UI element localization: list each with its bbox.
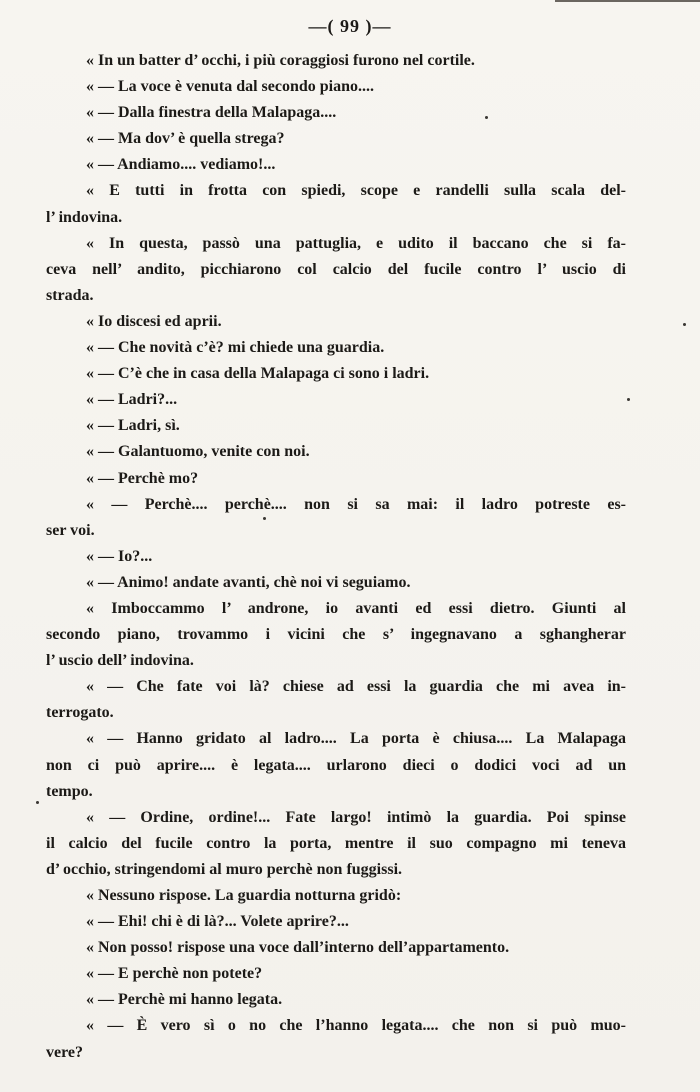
text-line: « — Hanno gridato al ladro.... La porta è chiusa.... La Malapaga <box>86 730 626 748</box>
text-line: « — Che novità c’è? mi chiede una guardia. <box>86 339 385 357</box>
text-line: « — Andiamo.... vediamo!... <box>86 156 276 174</box>
text-line: « E tutti in frotta con spiedi, scope e randelli sulla scala del- <box>86 182 626 200</box>
text-line: « — È vero sì o no che l’hanno legata.... che non si può muo- <box>86 1017 626 1035</box>
text-line: « — Dalla finestra della Malapaga.... <box>86 104 337 122</box>
text-line: « — Perchè mo? <box>86 469 199 487</box>
ink-speck <box>263 517 266 520</box>
text-line: « — Perchè mi hanno legata. <box>86 991 283 1009</box>
text-line: « Non posso! rispose una voce dall’interno dell’appartamento. <box>86 939 510 957</box>
text-line: strada. <box>46 286 94 304</box>
text-line: « — Animo! andate avanti, chè noi vi seguiamo. <box>86 573 411 591</box>
text-line: « — Galantuomo, venite con noi. <box>86 443 310 461</box>
text-line: vere? <box>46 1043 84 1061</box>
text-line: « — Perchè.... perchè.... non si sa mai: il ladro potreste es- <box>86 495 626 513</box>
text-line: « Nessuno rispose. La guardia notturna gridò: <box>86 887 402 904</box>
text-line: tempo. <box>46 782 93 800</box>
text-line: « — Io?... <box>86 547 153 565</box>
text-line: « — Ehi! chi è di là?... Volete aprire?... <box>86 913 349 931</box>
text-line: il calcio del fucile contro la porta, mentre il suo compagno mi teneva <box>46 834 626 852</box>
ink-speck <box>485 116 488 119</box>
text-line: non ci può aprire.... è legata.... urlarono dieci o dodici voci ad un <box>46 756 626 774</box>
ink-speck <box>627 398 630 401</box>
text-line: d’ occhio, stringendomi al muro perchè non fuggissi. <box>46 860 403 878</box>
text-line: ser voi. <box>46 521 95 539</box>
top-edge-rule <box>555 0 700 2</box>
ink-speck <box>36 801 39 804</box>
text-line: « — Ladri?... <box>86 391 178 409</box>
text-line: ceva nell’ andito, picchiarono col calcio del fucile contro l’ uscio di <box>46 260 626 278</box>
text-line: « — E perchè non potete? <box>86 965 263 983</box>
page-body <box>46 48 626 1066</box>
text-line: « — Che fate voi là? chiese ad essi la guardia che mi avea in- <box>86 678 626 696</box>
text-line: « Io discesi ed aprii. <box>86 312 222 330</box>
text-line: « — La voce è venuta dal secondo piano.... <box>86 78 375 96</box>
text-line: « Imboccammo l’ androne, io avanti ed essi dietro. Giunti al <box>86 599 626 617</box>
text-line: « — Ordine, ordine!... Fate largo! intimò la guardia. Poi spinse <box>86 808 626 826</box>
text-line: l’ uscio dell’ indovina. <box>46 652 194 670</box>
text-line: terrogato. <box>46 704 114 722</box>
text-line: l’ indovina. <box>46 208 123 226</box>
page-number: —( 99 )— <box>308 16 392 36</box>
text-line: « — Ma dov’ è quella strega? <box>86 130 285 148</box>
text-line: « In un batter d’ occhi, i più coraggiosi furono nel cortile. <box>86 52 475 69</box>
text-line: « In questa, passò una pattuglia, e udito il baccano che si fa- <box>86 234 626 252</box>
text-line: « — Ladri, sì. <box>86 417 180 435</box>
text-line: « — C’è che in casa della Malapaga ci sono i ladri. <box>86 365 430 383</box>
ink-speck <box>683 323 686 326</box>
text-line: secondo piano, trovammo i vicini che s’ ingegnavano a sghangherar <box>46 626 626 644</box>
